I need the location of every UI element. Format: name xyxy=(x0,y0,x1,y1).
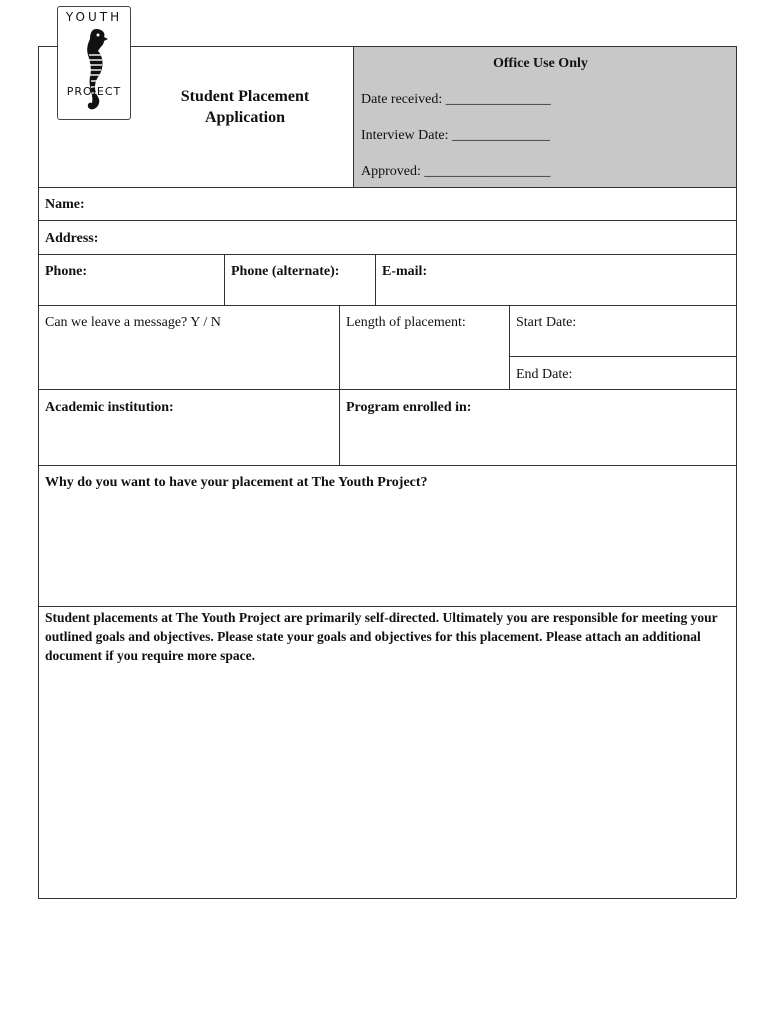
logo-top-text: YOUTH xyxy=(65,10,123,24)
phone-field-label[interactable]: Phone: xyxy=(45,264,87,279)
youth-project-logo xyxy=(57,6,131,120)
address-field-label[interactable]: Address: xyxy=(45,231,99,246)
length-of-placement-label[interactable]: Length of placement: xyxy=(346,315,466,330)
office-use-heading: Office Use Only xyxy=(493,56,588,71)
program-enrolled-label[interactable]: Program enrolled in: xyxy=(346,400,472,415)
end-date-field[interactable]: End Date: xyxy=(516,367,573,382)
approved-field[interactable]: Approved: __________________ xyxy=(361,164,551,179)
phone-alternate-field-label[interactable]: Phone (alternate): xyxy=(231,264,340,279)
date-received-field[interactable]: Date received: _______________ xyxy=(361,92,551,107)
academic-institution-label[interactable]: Academic institution: xyxy=(45,400,174,415)
name-field-label[interactable]: Name: xyxy=(45,197,85,212)
logo-bottom-text: PROJECT xyxy=(66,85,122,98)
leave-message-field[interactable]: Can we leave a message? Y / N xyxy=(45,315,221,330)
seahorse-icon xyxy=(80,25,110,119)
interview-date-field[interactable]: Interview Date: ______________ xyxy=(361,128,550,143)
start-date-field[interactable]: Start Date: xyxy=(516,315,577,330)
form-title: Student Placement Application xyxy=(180,88,310,126)
goals-objectives-instructions[interactable]: Student placements at The Youth Project are primarily self-directed. Ultimately you are responsible for meeting your outlined goals and objectives. Please state your goals and objectives for this placement. Please attach an additional document if you require more space. xyxy=(45,610,718,663)
email-field-label[interactable]: E-mail: xyxy=(382,264,428,279)
why-placement-question[interactable]: Why do you want to have your placement at The Youth Project? xyxy=(45,475,428,490)
